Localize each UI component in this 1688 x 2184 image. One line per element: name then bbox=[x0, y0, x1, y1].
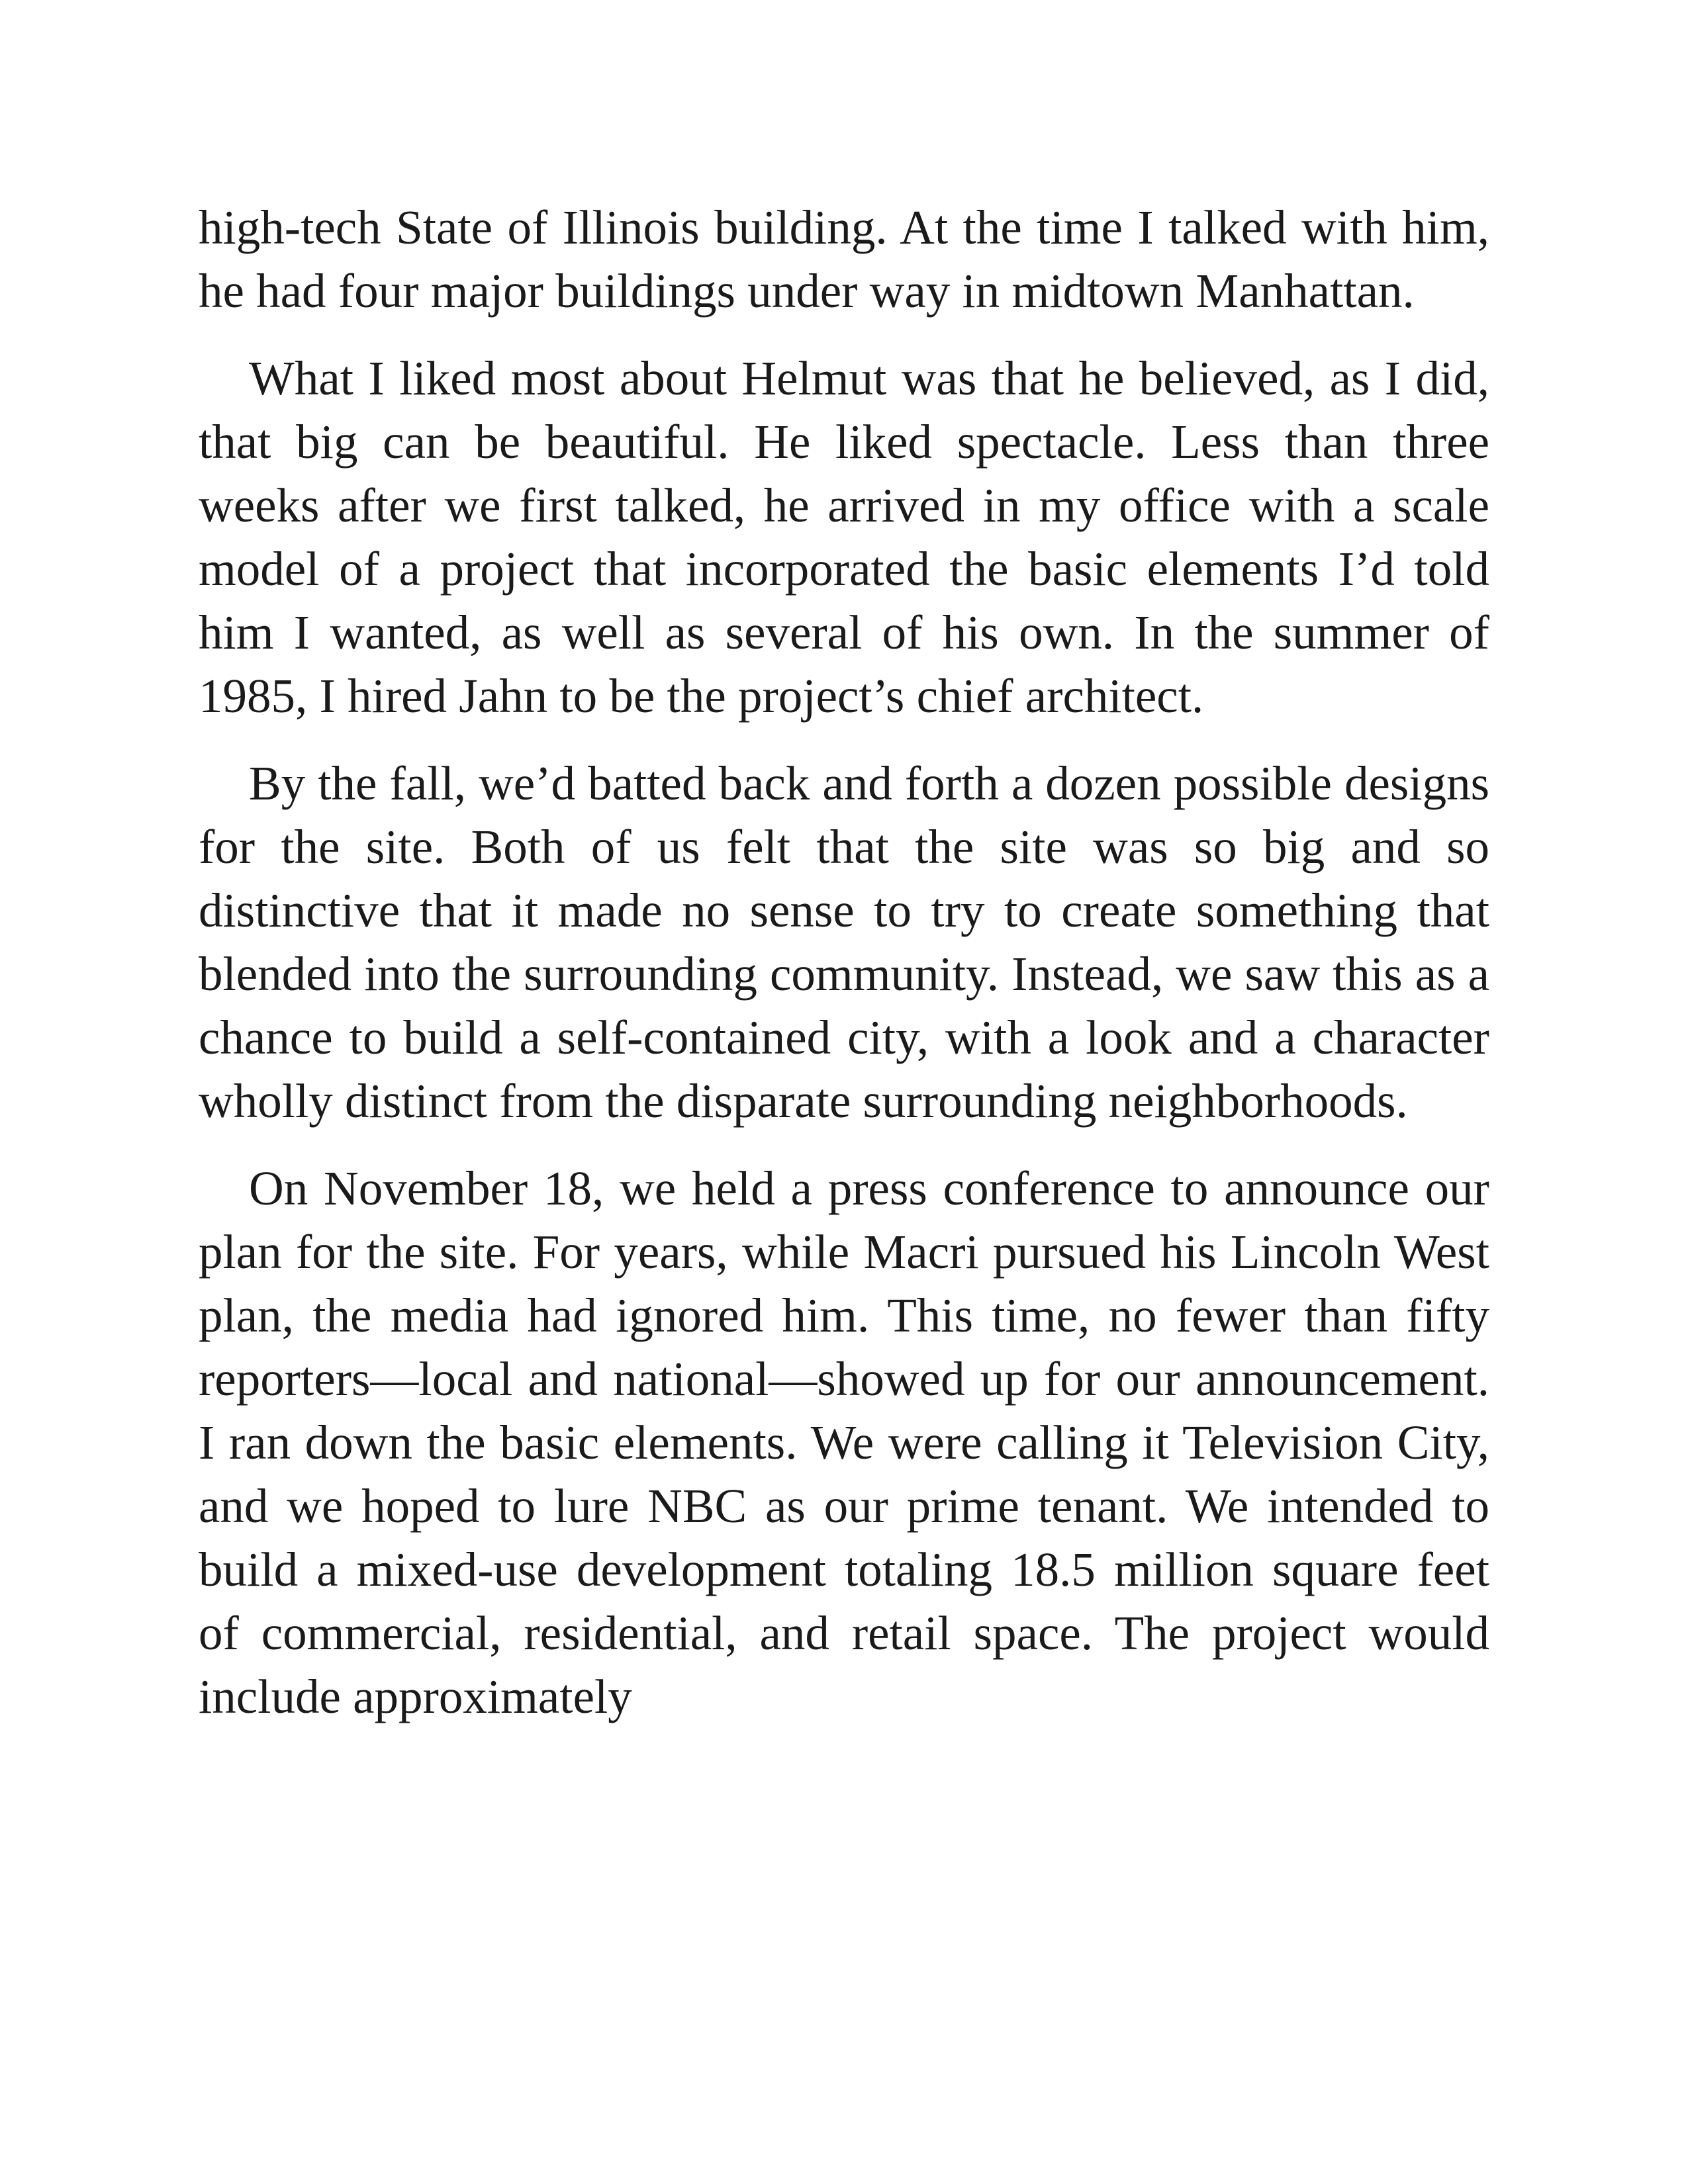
paragraph: high-tech State of Illinois building. At the time I talked with him, he had four major buildings under way in midtown Manhattan. bbox=[199, 201, 1489, 318]
paragraph: What I liked most about Helmut was that he believed, as I did, that big can be beautiful. He liked spectacle. Less than three weeks after we first talked, he arrived in my office with a scale model of a project that incorporated the basic elements I’d told him I wanted, as well as several of his own. In the summer of 1985, I hired Jahn to be the project’s chief architect. bbox=[199, 351, 1489, 723]
paragraph: On November 18, we held a press conference to announce our plan for the site. For years, while Macri pursued his Lincoln West plan, the media had ignored him. This time, no fewer than fifty reporters—local and national—showed up for our announcement. I ran down the basic elements. We were calling it Television City, and we hoped to lure NBC as our prime tenant. We intended to build a mixed-use development totaling 18.5 million square feet of commercial, residential, and retail space. The project would include approximately bbox=[199, 1161, 1489, 1723]
paragraph: By the fall, we’d batted back and forth a dozen possible designs for the site. Both of us felt that the site was so big and so distinctive that it made no sense to try to create something that blended into the surrounding community. Instead, we saw this as a chance to build a self-contained city, with a look and a character wholly distinct from the disparate surrounding neighborhoods. bbox=[199, 756, 1489, 1128]
document-page bbox=[199, 196, 1489, 1752]
